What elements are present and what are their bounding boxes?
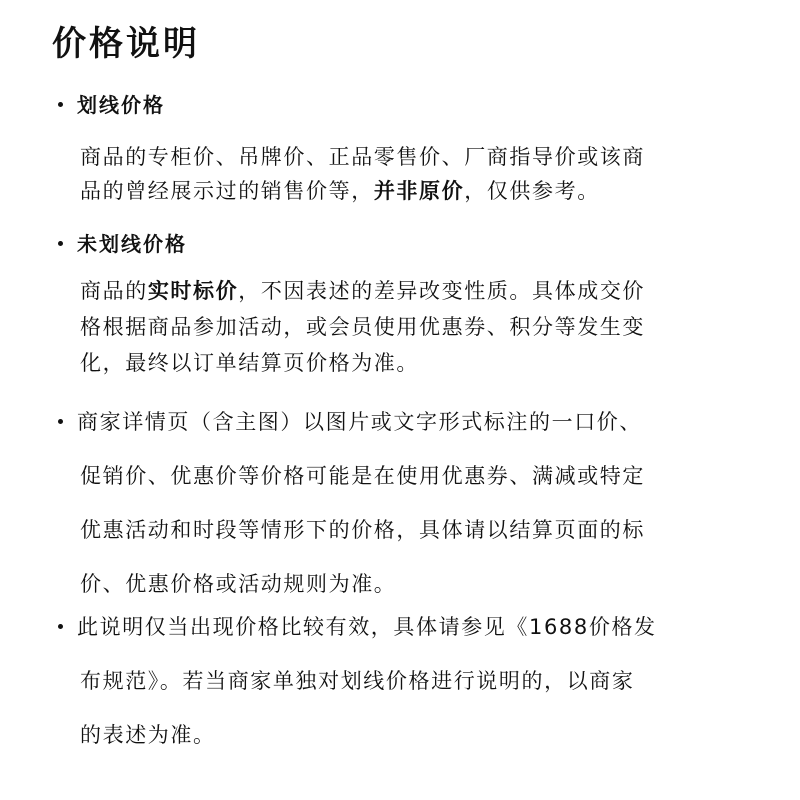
emphasis-not-original-price: 并非原价: [373, 179, 465, 203]
body-line: 布规范》。若当商家单独对划线价格进行说明的，以商家: [80, 669, 635, 693]
body-text: 品的曾经展示过的销售价等，: [80, 179, 374, 203]
section-heading-non-strikethrough-price: [58, 229, 187, 259]
section-body-strikethrough-price: [80, 140, 770, 208]
body-line: 价、优惠价格或活动规则为准。: [80, 572, 397, 596]
page-title: 价格说明: [52, 24, 200, 64]
body-text: ，不因表述的差异改变性质。具体成交价: [238, 279, 646, 303]
body-line: 促销价、优惠价等价格可能是在使用优惠券、满减或特定: [80, 464, 645, 488]
body-line: 的表述为准。: [80, 723, 216, 747]
bullet-dot-icon: [58, 102, 63, 107]
body-text: ，仅供参考。: [464, 179, 600, 203]
body-line: 优惠活动和时段等情形下的价格，具体请以结算页面的标: [80, 518, 645, 542]
body-line: [80, 273, 770, 309]
bullet-dot-icon: [58, 624, 63, 629]
body-text: 商家详情页（含主图）以图片或文字形式标注的一口价、: [77, 410, 642, 434]
bullet-dot-icon: [58, 241, 63, 246]
section-body-non-strikethrough-price: [80, 273, 770, 381]
section-heading-strikethrough-price: [58, 90, 165, 120]
section-heading-label: 未划线价格: [77, 232, 187, 256]
emphasis-real-time-price: 实时标价: [147, 279, 239, 303]
body-line: 格根据商品参加活动，或会员使用优惠券、积分等发生变: [80, 315, 645, 339]
body-line: 商品的专柜价、吊牌价、正品零售价、厂商指导价或该商: [80, 145, 645, 169]
body-line: 化，最终以订单结算页价格为准。: [80, 351, 419, 375]
body-text: 商品的: [80, 279, 148, 303]
section-validity-note: [58, 600, 778, 762]
section-heading-label: 划线价格: [77, 93, 165, 117]
body-line: [80, 174, 770, 208]
bullet-dot-icon: [58, 419, 63, 424]
body-text: 此说明仅当出现价格比较有效，具体请参见《1688价格发: [77, 615, 657, 639]
body-line: [58, 600, 778, 654]
section-merchant-detail-note: [58, 395, 778, 611]
body-line: [58, 395, 778, 449]
